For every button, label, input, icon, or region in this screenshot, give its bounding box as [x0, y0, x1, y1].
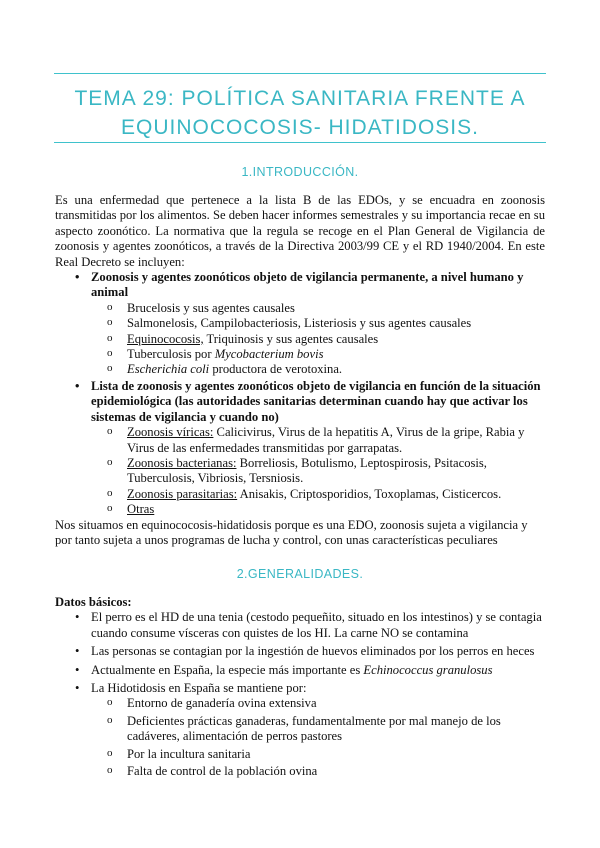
underlined-term: Otras — [127, 502, 155, 517]
list-item-text: Anisakis, Criptosporidios, Toxoplamas, Cisticercos. — [237, 486, 502, 501]
list-item: • El perro es el HD de una tenia (cestodo pequeñito, situado en los intestinos) y se contagia cuando consume vísceras con quistes de los HI. La carne NO se contamina — [55, 610, 545, 641]
underlined-term: Zoonosis bacterianas: — [127, 455, 237, 470]
closing-paragraph: Nos situamos en equinococosis-hidatidosis porque es una EDO, zoonosis sujeta a vigilancia y por tanto sujeta a unos programas de lucha y control, con unas características peculiares — [55, 517, 528, 547]
list-item: o Falta de control de la población ovina — [55, 764, 545, 779]
underlined-term: Equinococosis, — [127, 331, 204, 346]
title-bottom-rule — [54, 142, 546, 143]
list-item: • Zoonosis y agentes zoonóticos objeto de vigilancia permanente, a nivel humano y animal — [55, 270, 545, 301]
list-item: o Por la incultura sanitaria — [55, 747, 545, 762]
intro-paragraph: Es una enfermedad que pertenece a la lista B de las EDOs, y se encuadra en zoonosis transmitidas por los alimentos. Se deben hacer informes semestrales y su importancia recae en su aspecto zoonótico. La normativa que la regula se recoge en el Plan General de Vigilancia de zoonosis y agentes zoonóticos, a través de la Directiva 2003/99 CE y el RD 1940/2004. En este Real Decreto se incluyen: — [55, 193, 545, 269]
list-item — [55, 332, 545, 347]
list-item — [55, 347, 545, 362]
list-item: o Deficientes prácticas ganaderas, fundamentalmente por mal manejo de los cadáveres, alimentación de perros pastores — [55, 714, 545, 745]
list-item: o Entorno de ganadería ovina extensiva — [55, 696, 545, 711]
list-item: • Las personas se contagian por la ingestión de huevos eliminados por los perros en heces — [55, 644, 545, 659]
species-name: Mycobacterium bovis — [214, 347, 324, 362]
list-item-text: Borreliosis, Botulismo, Leptospirosis, Psitacosis, Tuberculosis, Vibriosis, Tersniosis. — [127, 455, 487, 486]
list-item — [55, 425, 545, 456]
list-item — [55, 362, 545, 377]
title-line-1: TEMA 29: POLÍTICA SANITARIA FRENTE A — [74, 87, 526, 110]
underlined-term: Zoonosis víricas: — [127, 425, 214, 440]
list-item: o Salmonelosis, Campilobacteriosis, Listeriosis y sus agentes causales — [55, 316, 545, 331]
list-item: • La Hidotidosis en España se mantiene por: — [55, 681, 545, 696]
section-introduccion — [55, 193, 545, 548]
list-item-text: Tuberculosis por — [127, 347, 215, 362]
section-heading-introduccion: 1.INTRODUCCIÓN. — [241, 165, 359, 179]
species-name: Escherichia coli — [127, 362, 210, 377]
underlined-term: Zoonosis parasitarias: — [127, 486, 238, 501]
list-item: • Lista de zoonosis y agentes zoonóticos objeto de vigilancia en función de la situación epidemiológica (las autoridades sanitarias determinan cuando hay que activar los sistemas de vigilancia y cuando no) — [55, 379, 545, 425]
list-item — [55, 502, 545, 517]
page-title — [54, 84, 546, 142]
list-item — [55, 663, 545, 678]
list-item-text: Calicivirus, Virus de la hepatitis A, Virus de la gripe, Rabia y Virus de las enfermedades transmitidas por garrapatas. — [127, 425, 525, 455]
title-line-2: EQUINOCOCOSIS- HIDATIDOSIS. — [121, 116, 479, 139]
section-heading-generalidades: 2.GENERALIDADES. — [236, 567, 364, 581]
list-item: o Brucelosis y sus agentes causales — [55, 301, 545, 316]
section-generalidades — [55, 595, 545, 779]
list-item-text: Triquinosis y sus agentes causales — [203, 331, 379, 346]
list-item-text: Actualmente en España, la especie más importante es — [91, 662, 364, 677]
list-item — [55, 487, 545, 502]
species-name: Echinococcus granulosus — [363, 662, 493, 677]
list-item — [55, 456, 545, 487]
title-top-rule — [54, 73, 546, 74]
list-item-text: productora de verotoxina. — [209, 362, 343, 377]
subheading: Datos básicos: — [55, 595, 132, 609]
